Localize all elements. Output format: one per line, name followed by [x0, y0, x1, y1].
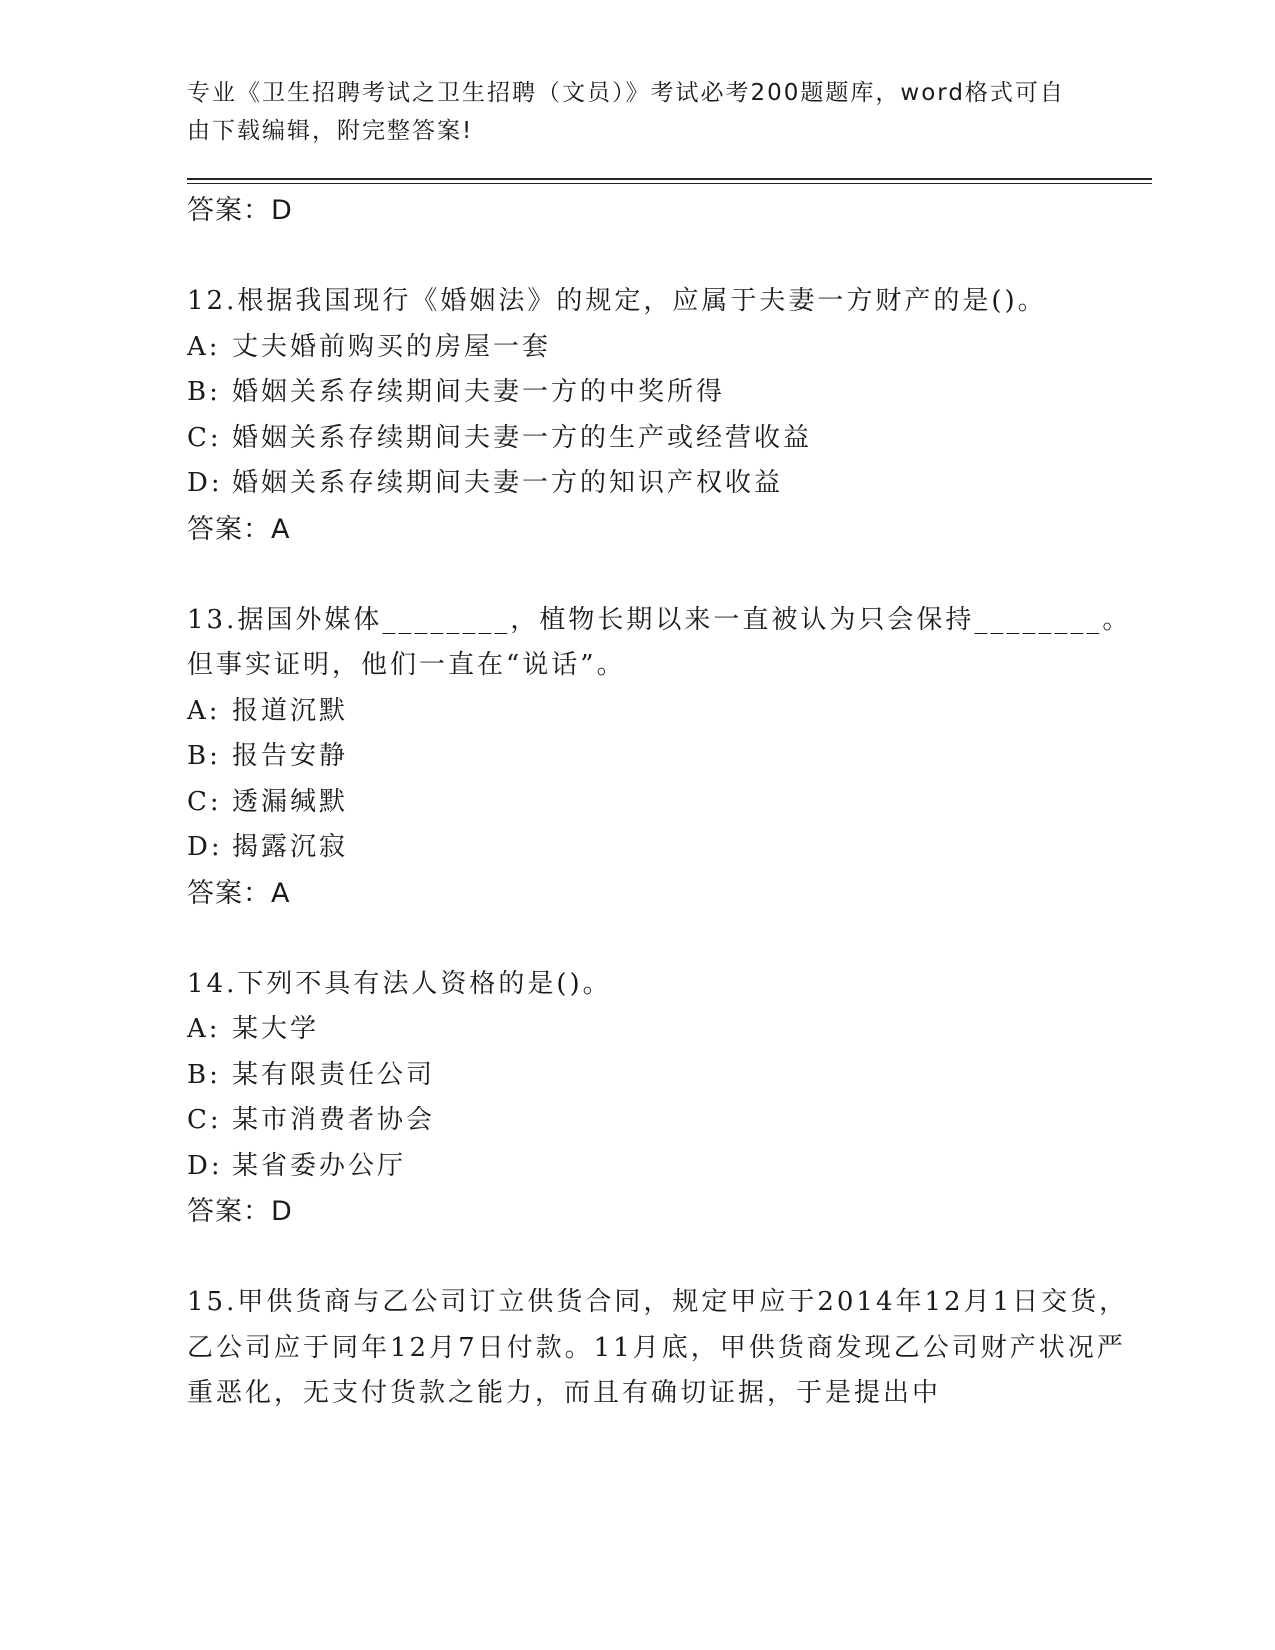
option-d	[187, 461, 1147, 507]
option-a	[187, 689, 1147, 735]
option-b	[187, 734, 1147, 780]
option-label: A:	[187, 1014, 221, 1044]
question-list	[187, 188, 1147, 1417]
option-text: 某有限责任公司	[232, 1059, 436, 1090]
option-c	[187, 780, 1147, 826]
question-14	[187, 962, 1147, 1235]
option-text: 某市消费者协会	[232, 1105, 436, 1135]
option-label: D:	[187, 468, 223, 498]
option-a	[187, 1007, 1147, 1053]
option-label: C:	[187, 786, 222, 817]
option-label: A:	[187, 331, 221, 362]
option-label: C:	[187, 422, 222, 453]
question-stem: 13.据国外媒体________，植物长期以来一直被认为只会保持________。但事实证明，他们一直在“说话”。	[187, 604, 1132, 680]
option-text: 婚姻关系存续期间夫妻一方的知识产权收益	[232, 468, 784, 498]
option-label: B:	[187, 741, 221, 771]
option-a	[187, 325, 1147, 371]
question-stem: 15.甲供货商与乙公司订立供货合同，规定甲应于2014年12月1日交货，乙公司应于同年12月7日付款。11月底，甲供货商发现乙公司财产状况严重恶化，无支付货款之能力，而且有确切证据，于是提出中	[187, 1287, 1129, 1408]
question-15	[187, 1280, 1147, 1417]
option-text: 揭露沉寂	[232, 832, 349, 862]
question-stem: 12.根据我国现行《婚姻法》的规定，应属于夫妻一方财产的是()。	[187, 286, 1047, 316]
option-text: 报道沉默	[232, 695, 349, 726]
previous-answer: 答案：D	[187, 195, 293, 226]
question-stem: 14.下列不具有法人资格的是()。	[187, 968, 612, 999]
option-label: D:	[187, 1150, 223, 1181]
spacer	[187, 916, 1147, 962]
option-text: 丈夫婚前购买的房屋一套	[232, 331, 552, 362]
option-label: B:	[187, 377, 221, 407]
option-text: 透漏缄默	[232, 786, 349, 817]
option-text: 报告安静	[232, 741, 349, 771]
answer: 答案：A	[187, 877, 291, 909]
option-text: 某省委办公厅	[232, 1150, 407, 1181]
option-b	[187, 1053, 1147, 1099]
option-label: A:	[187, 695, 221, 726]
option-c	[187, 416, 1147, 462]
option-label: C:	[187, 1105, 222, 1135]
question-12	[187, 279, 1147, 552]
header-divider-thick	[187, 178, 1152, 180]
option-text: 婚姻关系存续期间夫妻一方的生产或经营收益	[232, 422, 813, 453]
option-text: 某大学	[232, 1014, 320, 1044]
spacer	[187, 234, 1147, 280]
option-c	[187, 1098, 1147, 1144]
header-note: 专业《卫生招聘考试之卫生招聘（文员）》考试必考200题题库，word格式可自由下载编辑，附完整答案!	[187, 80, 1065, 144]
option-text: 婚姻关系存续期间夫妻一方的中奖所得	[232, 377, 726, 407]
option-b	[187, 370, 1147, 416]
spacer	[187, 1235, 1147, 1281]
header-divider-thin	[187, 183, 1152, 184]
answer: 答案：A	[187, 513, 291, 545]
answer: 答案：D	[187, 1196, 293, 1227]
question-13	[187, 598, 1147, 917]
option-label: B:	[187, 1059, 221, 1090]
option-label: D:	[187, 832, 223, 862]
option-d	[187, 825, 1147, 871]
spacer	[187, 552, 1147, 598]
option-d	[187, 1144, 1147, 1190]
